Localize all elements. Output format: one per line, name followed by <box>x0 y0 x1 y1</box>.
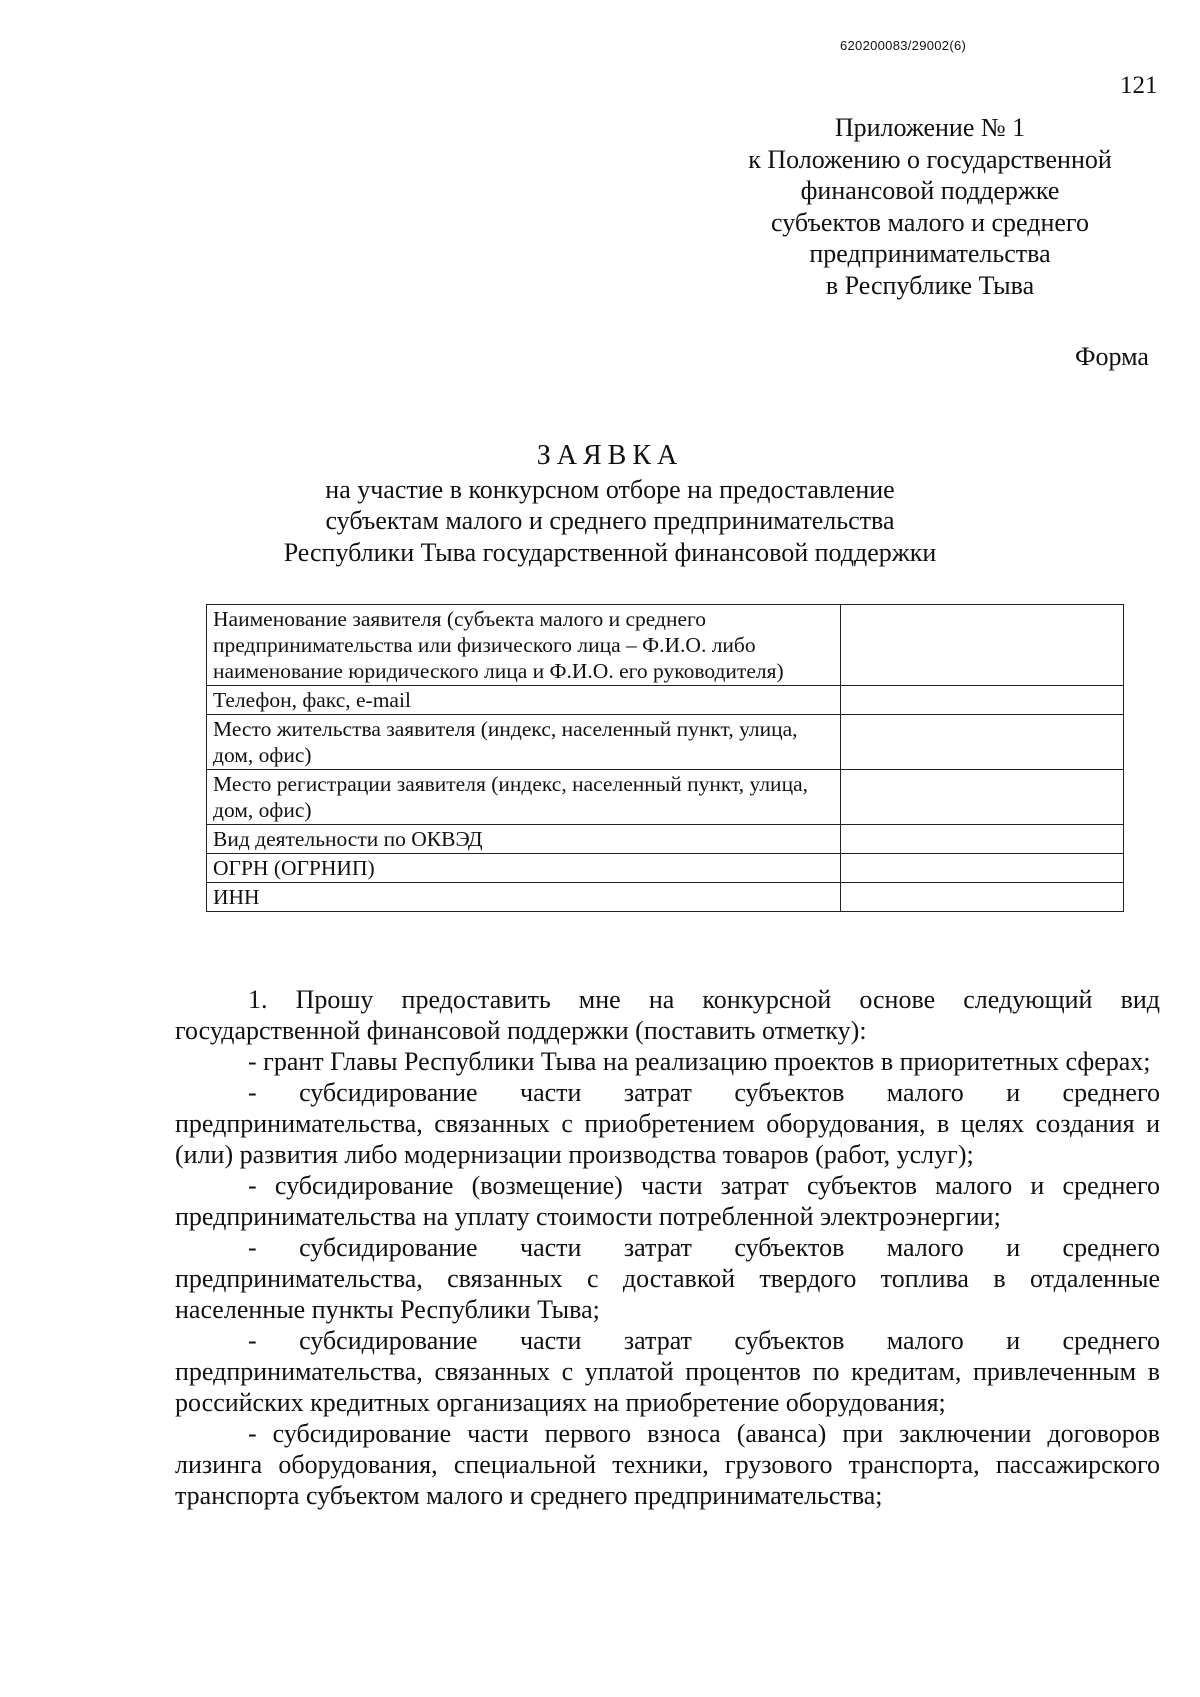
table-row <box>207 686 1124 715</box>
title-subtitle-line: на участие в конкурсном отборе на предоставление <box>325 474 895 504</box>
row-label: Место жительства заявителя (индекс, населенный пункт, улица, дом, офис) <box>207 715 841 770</box>
row-label: Вид деятельности по ОКВЭД <box>207 825 841 854</box>
document-code: 620200083/29002(6) <box>840 38 967 53</box>
table-row <box>207 854 1124 883</box>
table-row <box>207 605 1124 686</box>
appendix-line: к Положению о государственной <box>748 144 1112 174</box>
support-option-item: - субсидирование части затрат субъектов малого и среднего предпринимательства, связанных с приобретением оборудования, в целях создания и (или) развития либо модернизации производства товаров (работ, услуг); <box>175 1078 1160 1169</box>
appendix-line: предпринимательства <box>809 239 1051 268</box>
support-option-item: - субсидирование части первого взноса (аванса) при заключении договоров лизинга оборудования, специальной техники, грузового транспорта, пассажирского транспорта субъектом малого и среднего предпринимательства; <box>175 1419 1160 1510</box>
row-label: Место регистрации заявителя (индекс, населенный пункт, улица, дом, офис) <box>207 770 841 825</box>
row-value-field[interactable] <box>840 686 1123 715</box>
table-row <box>207 825 1124 854</box>
support-option-item: - субсидирование части затрат субъектов малого и среднего предпринимательства, связанных с доставкой твердого топлива в отдаленные населенные пункты Республики Тыва; <box>175 1233 1160 1324</box>
support-option-item: - субсидирование (возмещение) части затрат субъектов малого и среднего предпринимательства на уплату стоимости потребленной электроэнергии; <box>175 1171 1160 1231</box>
form-label: Форма <box>1075 342 1149 371</box>
body-paragraph: 1. Прошу предоставить мне на конкурсной основе следующий вид государственной финансовой поддержки (поставить отметку): <box>175 985 1160 1045</box>
row-value-field[interactable] <box>840 883 1123 912</box>
request-body <box>175 984 1160 1511</box>
row-value-field[interactable] <box>840 605 1123 686</box>
table-row <box>207 715 1124 770</box>
appendix-line: Приложение № 1 <box>834 113 1026 142</box>
title-subtitle-line: субъектам малого и среднего предпринимательства <box>325 506 895 535</box>
row-value-field[interactable] <box>840 854 1123 883</box>
support-option-item: - субсидирование части затрат субъектов малого и среднего предпринимательства, связанных с уплатой процентов по кредитам, привлеченным в российских кредитных организациях на приобретение оборудования; <box>175 1326 1160 1417</box>
row-label: ОГРН (ОГРНИП) <box>207 854 841 883</box>
page-number: 121 <box>1120 72 1158 99</box>
title-subtitle-line: Республики Тыва государственной финансовой поддержки <box>283 537 937 567</box>
table-row <box>207 770 1124 825</box>
row-label: ИНН <box>207 883 841 912</box>
application-title <box>250 440 970 568</box>
row-label: Телефон, факс, e-mail <box>207 686 841 715</box>
applicant-info-table <box>206 604 1124 912</box>
row-value-field[interactable] <box>840 825 1123 854</box>
table-row <box>207 883 1124 912</box>
support-option-item: - грант Главы Республики Тыва на реализацию проектов в приоритетных сферах; <box>248 1047 1151 1076</box>
appendix-heading <box>700 112 1160 301</box>
appendix-line: в Республике Тыва <box>825 270 1035 300</box>
row-value-field[interactable] <box>840 770 1123 825</box>
appendix-line: субъектов малого и среднего <box>771 207 1089 237</box>
row-value-field[interactable] <box>840 715 1123 770</box>
title-main: ЗАЯВКА <box>536 440 684 471</box>
appendix-line: финансовой поддержке <box>800 176 1060 205</box>
row-label: Наименование заявителя (субъекта малого и среднего предпринимательства или физического лица – Ф.И.О. либо наименование юридического лица и Ф.И.О. его руководителя) <box>207 605 841 686</box>
